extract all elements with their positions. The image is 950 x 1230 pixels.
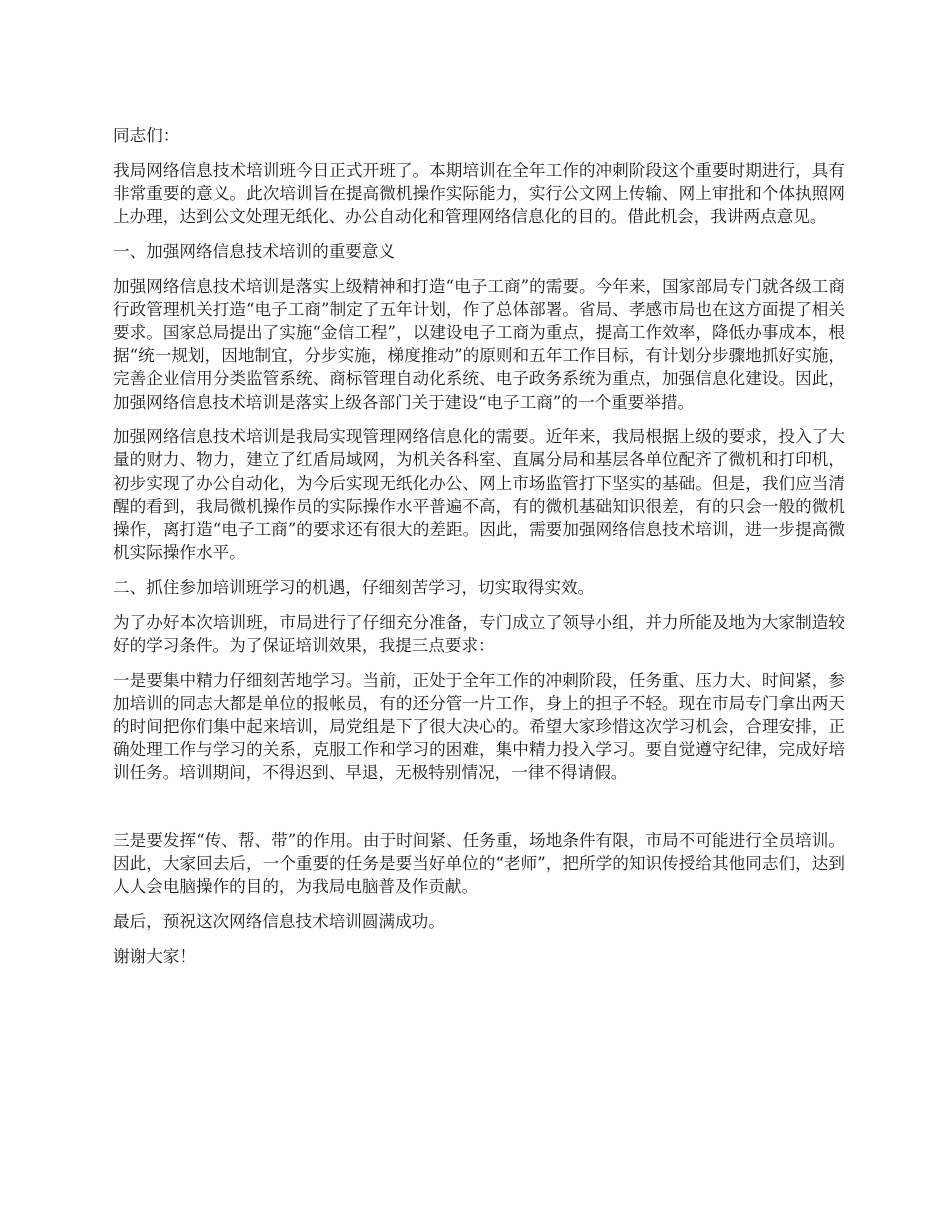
thanks-line: 谢谢大家！: [113, 946, 196, 966]
document-body: [113, 124, 845, 980]
section2-paragraph-2: 一是要集中精力仔细刻苦地学习。当前，正处于全年工作的冲刺阶段，任务重、压力大、时间紧，参加培训的同志大都是单位的报帐员，有的还分管一片工作，身上的担子不轻。现在市局专门拿出两天的时间把你们集中起来培训，局党组是下了很大决心的。希望大家珍惜这次学习机会，合理安排，正确处理工作与学习的关系，克服工作和学习的困难，集中精力投入学习。要自觉遵守纪律，完成好培训任务。培训期间，不得迟到、早退，无极特别情况，一律不得请假。: [113, 670, 845, 783]
section2-heading: 二、抓住参加培训班学习的机遇，仔细刻苦学习，切实取得实效。: [113, 577, 595, 597]
section2-paragraph-3: 三是要发挥“传、帮、带”的作用。由于时间紧、任务重，场地条件有限，市局不可能进行全员培训。因此，大家回去后，一个重要的任务是要当好单位的“老师”，把所学的知识传授给其他同志们，达到人人会电脑操作的目的，为我局电脑普及作贡献。: [113, 831, 845, 897]
closing-paragraph: 最后，预祝这次网络信息技术培训圆满成功。: [113, 912, 445, 932]
intro-paragraph: 我局网络信息技术培训班今日正式开班了。本期培训在全年工作的冲刺阶段这个重要时期进行，具有非常重要的意义。此次培训旨在提高微机操作实际能力，实行公文网上传输、网上审批和个体执照网上办理，达到公文处理无纸化、办公自动化和管理网络信息化的目的。借此机会，我讲两点意见。: [113, 160, 845, 227]
section1-heading: 一、加强网络信息技术培训的重要意义: [113, 241, 396, 261]
section2-paragraph-1: 为了办好本次培训班，市局进行了仔细充分准备，专门成立了领导小组，并力所能及地为大家制造较好的学习条件。为了保证培训效果，我提三点要求：: [113, 612, 845, 655]
salutation: 同志们：: [113, 126, 180, 145]
section1-paragraph-1: 加强网络信息技术培训是落实上级精神和打造“电子工商”的需要。今年来，国家部局专门就各级工商行政管理机关打造“电子工商”制定了五年计划，作了总体部署。省局、孝感市局也在这方面提了相关要求。国家总局提出了实施“金信工程”，以建设电子工商为重点，提高工作效率，降低办事成本，根据“统一规划，因地制宜，分步实施，梯度推动”的原则和五年工作目标，有计划分步骤地抓好实施，完善企业信用分类监管系统、商标管理自动化系统、电子政务系统为重点，加强信息化建设。因此，加强网络信息技术培训是落实上级各部门关于建设“电子工商”的一个重要举措。: [113, 276, 845, 412]
section1-paragraph-2: 加强网络信息技术培训是我局实现管理网络信息化的需要。近年来，我局根据上级的要求，投入了大量的财力、物力，建立了红盾局域网，为机关各科室、直属分局和基层各单位配齐了微机和打印机，初步实现了办公自动化，为今后实现无纸化办公、网上市场监管打下坚实的基础。但是，我们应当清醒的看到，我局微机操作员的实际操作水平普遍不高，有的微机基础知识很差，有的只会一般的微机操作，离打造“电子工商”的要求还有很大的差距。因此，需要加强网络信息技术培训，进一步提高微机实际操作水平。: [113, 427, 845, 563]
blank-gap: [113, 796, 845, 829]
